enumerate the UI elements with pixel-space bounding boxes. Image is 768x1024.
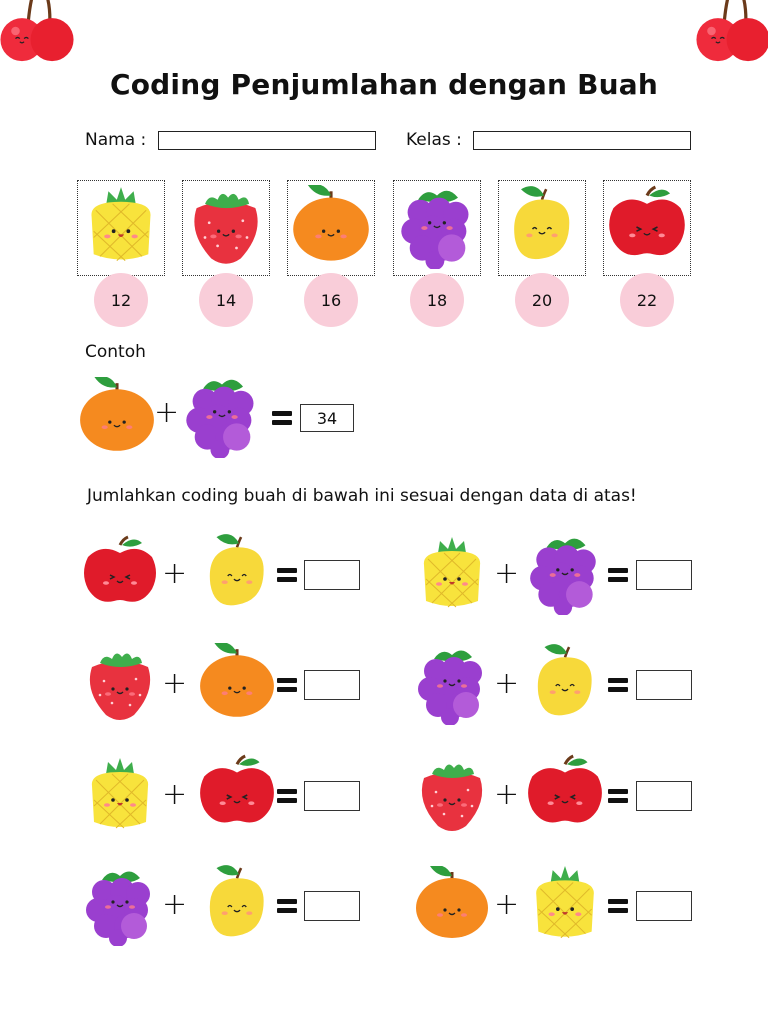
fruit-card [393, 180, 481, 276]
answer-box[interactable] [636, 560, 692, 590]
strawberry-icon [80, 645, 160, 725]
orange-icon [289, 185, 373, 269]
equals-sign [277, 678, 297, 692]
plus-sign: + [494, 666, 520, 701]
strawberry-icon [184, 185, 268, 269]
answer-box[interactable] [636, 891, 692, 921]
orange-icon [76, 377, 158, 459]
equals-sign [272, 411, 292, 425]
equals-sign [608, 568, 628, 582]
apple-icon [80, 535, 160, 615]
plus-sign: + [162, 887, 188, 922]
plus-sign: + [162, 666, 188, 701]
apple-icon [524, 754, 606, 836]
code-circle: 16 [304, 273, 358, 327]
answer-box[interactable] [636, 670, 692, 700]
equals-sign [277, 568, 297, 582]
equals-sign [277, 789, 297, 803]
fruit-card [77, 180, 165, 276]
orange-icon [196, 643, 278, 725]
grape-icon [80, 866, 160, 946]
grape-icon [180, 374, 264, 458]
plus-sign: + [494, 777, 520, 812]
strawberry-icon [412, 756, 492, 836]
instruction-text: Jumlahkan coding buah di bawah ini sesuai dengan data di atas! [87, 486, 637, 506]
fruit-card [498, 180, 586, 276]
pineapple-icon [412, 535, 492, 615]
code-circle: 12 [94, 273, 148, 327]
apple-icon [605, 185, 689, 269]
example-answer-box: 34 [300, 404, 354, 432]
plus-sign: + [494, 887, 520, 922]
class-field[interactable] [473, 131, 691, 150]
cherry-icon [690, 0, 768, 74]
answer-box[interactable] [304, 560, 360, 590]
mango-icon [196, 533, 278, 615]
page-title: Coding Penjumlahan dengan Buah [110, 68, 658, 101]
mango-icon [500, 185, 584, 269]
code-circle: 22 [620, 273, 674, 327]
cherry-icon [0, 0, 80, 74]
pineapple-icon [80, 756, 160, 836]
equals-sign [608, 899, 628, 913]
equals-sign [608, 678, 628, 692]
apple-icon [196, 754, 278, 836]
equals-sign [277, 899, 297, 913]
plus-sign: + [162, 556, 188, 591]
answer-box[interactable] [304, 891, 360, 921]
plus-sign: + [154, 395, 180, 430]
plus-sign: + [494, 556, 520, 591]
grape-icon [412, 645, 492, 725]
code-circle: 18 [410, 273, 464, 327]
orange-icon [412, 866, 492, 946]
class-label: Kelas : [406, 130, 462, 150]
fruit-card [603, 180, 691, 276]
pineapple-icon [524, 864, 606, 946]
fruit-card [182, 180, 270, 276]
grape-icon [524, 533, 606, 615]
name-label: Nama : [85, 130, 147, 150]
code-circle: 20 [515, 273, 569, 327]
answer-box[interactable] [304, 781, 360, 811]
plus-sign: + [162, 777, 188, 812]
name-field[interactable] [158, 131, 376, 150]
mango-icon [524, 643, 606, 725]
mango-icon [196, 864, 278, 946]
fruit-card [287, 180, 375, 276]
code-circle: 14 [199, 273, 253, 327]
answer-box[interactable] [304, 670, 360, 700]
grape-icon [395, 185, 479, 269]
answer-box[interactable] [636, 781, 692, 811]
example-label: Contoh [85, 342, 146, 362]
pineapple-icon [79, 185, 163, 269]
equals-sign [608, 789, 628, 803]
